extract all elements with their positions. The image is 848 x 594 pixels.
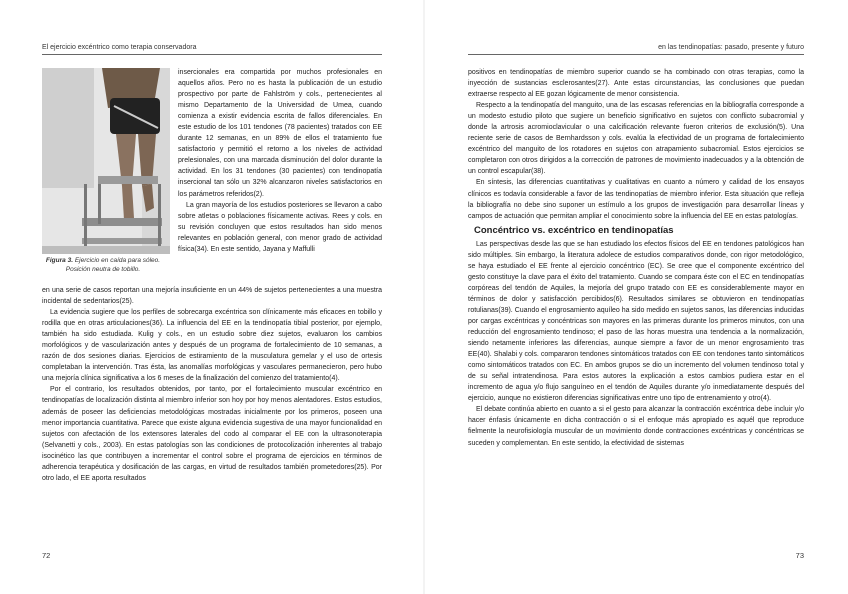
paragraph: La evidencia sugiere que los perfiles de sobrecarga excéntrica son clínicamente más eficaces en tobillo y rodilla que en otras articulaciones(36). La influencia del EE en la tendinopatía tibial posterior, por ejemplo, también ha sido estudiada. Kulig y cols., en un estudio sobre diez sujetos, evaluaron los cambios morfológicos y de vascularización antes y después de un programa de fortalecimiento de 10 semanas, a razón de dos sesiones diarias. Ejercicios de estiramiento de la musculatura gemelar y el uso de ortesis completaban la intervención. Tras ésta, las anomalías morfológicas y vasculares permanecieron, pero hubo una mejoría clínica significativa a los 6 meses de la finalización del comienzo del tratamiento(4). xyxy=(42,309,382,383)
paragraph: Respecto a la tendinopatía del manguito, una de las escasas referencias en la bibliografía corresponde a un modesto estudio piloto que sugiere un beneficio significativo en sujetos con conflicto subacromial y donde la artrosis acromioclavicular o una calcificación relevante fueron criterios de exclusión(5). Una reciente serie de casos de Bernhardsson y cols. evalúa la efectividad de un programa de fortalecimiento excéntrico del manguito de los rotadores en sujetos con atrapamiento subacromial. Estos ejercicios se completaron con otros dirigidos a la corrección de patrones de movimiento inadecuados y a la obtención de un control escapular(38). xyxy=(468,102,804,176)
page-number-right: 73 xyxy=(795,551,804,560)
paragraph: Por el contrario, los resultados obtenidos, por tanto, por el fortalecimiento muscular excéntrico en tendinopatías de localización distinta al miembro inferior son hoy por hoy menos alentadores. Estos estudios, además de poseer las deficiencias metodológicas mostradas inicialmente por los primeros, poseen una menor importancia cuantitativa. Parece que existe alguna evidencia sugestiva de una mayor funcionalidad en sujetos con afectación de los extensores laterales del codo al comparar el EE con la ultrasonoterapia (Selvanetti y cols., 2003). En estas patologías son las condiciones de protocolización inherentes al trabajo isocinético las que contribuyen a incrementar el control sobre el programa de ejercicios en términos de adherencia terapéutica y dosificación de las cargas, en virtud de resultados también prometedores(25). Por otro lado, el EE aporta resultados xyxy=(42,386,382,482)
left-column-text xyxy=(178,67,382,255)
left-full-width-text xyxy=(42,285,382,484)
paragraph: positivos en tendinopatías de miembro superior cuando se ha combinado con otras terapias, como la inyección de sustancias esclerosantes(27). Ante estas circunstancias, las conclusiones que puedan extraerse respecto al EE gozan lógicamente de menor consistencia. xyxy=(468,69,804,99)
figure-caption-label: Figura 3. xyxy=(45,257,73,264)
right-column-text xyxy=(468,67,804,449)
paragraph: La gran mayoría de los estudios posteriores se llevaron a cabo sobre atletas o poblaciones físicamente activas. Rees y cols. en su revisión concluyen que estos resultados han sido menos relevantes en población general, con menor grado de actividad física(34). En este sentido, Jayana y Maffulli xyxy=(178,201,382,253)
running-head-right: en las tendinopatías: pasado, presente y futuro xyxy=(658,44,804,51)
paragraph: en una serie de casos reportan una mejoría insuficiente en un 44% de sujetos pertenecientes a una muestra incidental de sedentarios(25). xyxy=(42,287,382,306)
exercise-photo-illustration xyxy=(42,68,170,254)
figure-photo xyxy=(42,68,170,254)
paragraph: El debate continúa abierto en cuanto a si el gesto para alcanzar la contracción excéntrica debe incluir y/o hacer énfasis únicamente en dicha contracción o si el enfoque más apropiado es aquél que reproduce fielmente la neurofisiología muscular de un movimiento donde contracciones excéntricas y concéntricas se suceden y complementan. En este sentido, la efectividad de sistemas xyxy=(468,406,804,447)
paragraph: insercionales era compartida por muchos profesionales en aquellos años. Pero no es hasta la publicación de un estudio prospectivo por parte de Fahlström y cols., pertenecientes al mismo Departamento de la Universidad de Umea, cuando comienza a existir evidencia escrita de fallos diferenciales. En este estudio de los 101 tendones (78 pacientes) tratados con EE durante 12 semanas, en un 89% de ellos el tratamiento fue satisfactorio y permitió el retorno a los niveles de actividad prelesionales, con una marcada disminución del dolor durante la actividad. En los 31 tendones (30 pacientes) con tendinopatía insercional tan sólo un 32% alcanzaron niveles satisfactorios en los parámetros referidos(2). xyxy=(178,69,382,198)
figure-caption xyxy=(36,256,170,274)
page-number-left: 72 xyxy=(42,551,51,560)
paragraph: Las perspectivas desde las que se han estudiado los efectos físicos del EE en tendones patológicos han sido múltiples. Sin embargo, la literatura adolece de estudios comparativos donde, con rigor metodológico, se haya estudiado el EE frente al ejercicio concéntrico (EC). Se cree que el componente excéntrico del gesto constituye la clave para el éxito del tratamiento. Cuando se compara éste con el EC en tendinopatías corpóreas del tendón de Aquiles, la mejoría del grupo tratado con EE es considerablemente mayor en términos de dolor y satisfacción percibidos(6). Resultados similares se obtuvieron en tendinopatías rotulianas(39). Cuando el engrosamiento aquíleo ha sido medido en sujetos sanos, las diferencias inducidas por cargas excéntricas y concéntricas son mayores en las primeras durante los primeros minutos, con una reducción del engrosamiento tendinoso; el paso de las horas muestra una tendencia a la normalización, siendo netamente inferiores las diferencias, aunque siempre a favor de un menor engrosamiento tras EE(40). Shalabi y cols. compararon tendones sintomáticos tratados con EE con tendones tanto sintomáticos como sintomáticos tratados con EC. En ambos grupos se dio un incremento del volumen tendinoso total y de su señal intratendinosa. Para estos autores la explicación a estos cambios pudiera estar en el incremento de agua y/o flujo sanguíneo en el tendón de Aquiles durante y/o inmediatamente después del ejercicio, aunque no existieron diferencias significativas entre uno tipo de entrenamiento y otro(4). xyxy=(468,240,804,403)
paragraph: En síntesis, las diferencias cuantitativas y cualitativas en cuanto a número y calidad de los ensayos clínicos es todavía considerable a favor de las tendinopatías de miembro inferior. Esta situación que refleja la bibliografía no debe sino suponer un estímulo a los grupos de investigación para desarrollar líneas y campos de actuación que permitan ampliar el conocimiento sobre la influencia del EE en estas patologías. xyxy=(468,179,804,220)
header-rule-left xyxy=(42,54,382,55)
figure-caption-text: Ejercicio en caída para sóleo. Posición neutra de tobillo. xyxy=(65,257,161,273)
section-heading: Concéntrico vs. excéntrico en tendinopatías xyxy=(474,224,674,236)
header-rule-right xyxy=(468,54,804,55)
running-head-left: El ejercicio excéntrico como terapia conservadora xyxy=(42,44,197,51)
right-page xyxy=(424,0,848,594)
